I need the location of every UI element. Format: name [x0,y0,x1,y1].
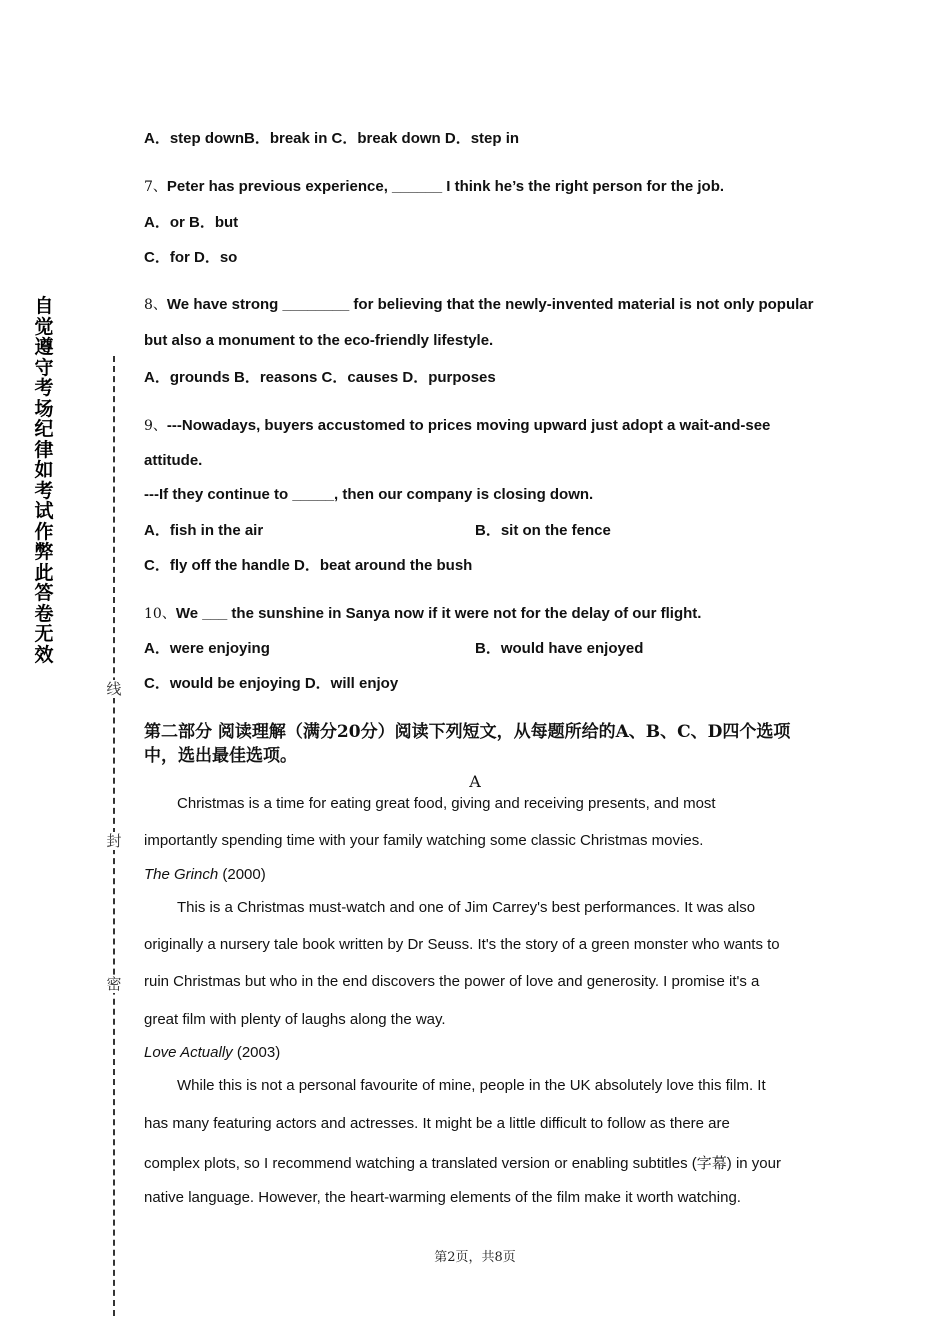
q6-options: A．step downB．break in C．break down D．step in [144,130,520,147]
binding-label-line: 线 [104,680,124,698]
film2-line-3b: ) in your [726,1155,781,1172]
q10-text: We ___ the sunshine in Sanya now if it were not for the delay of our flight. [175,605,702,622]
section-2-heading: 第二部分 阅读理解（满分20分）阅读下列短文，从每题所给的A、B、C、D四个选项中，选出最佳选项。 [144,722,791,766]
q9-text: ---Nowadays, buyers accustomed to prices moving upward just adopt a wait-and-see [166,417,771,434]
film1-line-1: This is a Christmas must-watch and one of Jim Carrey's best performances. It was also [177,899,756,916]
q7-options-cd: C．for D．so [144,249,238,266]
film1-line-4: great film with plenty of laughs along the way. [144,1011,446,1028]
film1-line-2: originally a nursery tale book written by Dr Seuss. It's the story of a green monster who wants to [144,936,780,953]
film1-title: The Grinch [144,866,219,883]
notice-char: 答 [34,582,54,604]
notice-char: 考 [34,377,54,399]
film2-year: (2003) [232,1044,281,1061]
q10-number: 10、 [144,606,176,622]
notice-char: 效 [34,643,54,666]
q9-stem-line1 [144,415,770,435]
film2-line-1: While this is not a personal favourite of mine, people in the UK absolutely love this film. It [177,1077,766,1094]
notice-char: 无 [34,623,54,645]
exam-discipline-notice [33,296,55,665]
intro-line-1: Christmas is a time for eating great food, giving and receiving presents, and most [177,795,716,812]
q10-option-b: B．would have enjoyed [475,640,644,657]
page-footer: 第2页，共8页 [434,1250,516,1265]
q7-text: Peter has previous experience, ______ I think he’s the right person for the job. [166,178,725,195]
q10-stem [144,603,701,623]
film1-line-3: ruin Christmas but who in the end discovers the power of love and generosity. I promise it's a [144,973,760,990]
q8-number: 8、 [144,297,167,313]
q7-number: 7、 [144,179,167,195]
subtitle-chinese-gloss: 字幕 [696,1154,727,1172]
q10-options-cd: C．would be enjoying D．will enjoy [144,675,399,692]
q9-option-a: A．fish in the air [144,522,264,539]
q9-number: 9、 [144,418,167,434]
film1-year: (2000) [218,866,266,883]
binding-label-seal: 封 [104,832,124,850]
q8-stem-line1 [144,294,813,314]
notice-char: 遵 [34,336,54,358]
q9-option-b: B．sit on the fence [475,522,611,539]
notice-char: 律 [34,438,54,461]
notice-char: 试 [34,500,54,522]
film2-line-3 [144,1152,781,1173]
q7-options-ab: A．or B．but [144,214,239,231]
q9-stem-line2: attitude. [144,452,203,469]
notice-char: 自 [34,295,54,317]
film2-line-3a: complex plots, so I recommend watching a translated version or enabling subtitles ( [144,1155,697,1172]
q9-stem-line3: ---If they continue to _____, then our company is closing down. [144,486,594,503]
notice-char: 守 [34,356,54,379]
notice-char: 卷 [34,602,54,625]
q8-options: A．grounds B．reasons C．causes D．purposes [144,369,496,386]
film2-line-4: native language. However, the heart-warming elements of the film make it worth watching. [144,1189,741,1206]
notice-char: 此 [34,561,54,584]
film2-title: Love Actually [144,1044,233,1061]
notice-char: 考 [34,479,54,502]
q10-option-a: A．were enjoying [144,640,270,657]
notice-char: 场 [34,397,54,420]
q8-stem-line2: but also a monument to the eco-friendly lifestyle. [144,332,494,349]
notice-char: 弊 [34,541,54,563]
notice-char: 如 [34,459,54,481]
notice-char: 纪 [34,418,54,440]
binding-label-secret: 密 [104,975,124,993]
film1-heading [144,866,266,883]
intro-line-2: importantly spending time with your family watching some classic Christmas movies. [144,832,704,849]
passage-label: A [469,772,481,791]
notice-char: 觉 [34,315,54,338]
notice-char: 作 [34,520,54,543]
q8-text: We have strong ________ for believing that the newly-invented material is not only popular [166,296,814,313]
q7-stem [144,176,724,196]
film2-line-2: has many featuring actors and actresses. It might be a little difficult to follow as there are [144,1115,730,1132]
q9-options-cd: C．fly off the handle D．beat around the bush [144,557,473,574]
film2-heading [144,1044,280,1061]
